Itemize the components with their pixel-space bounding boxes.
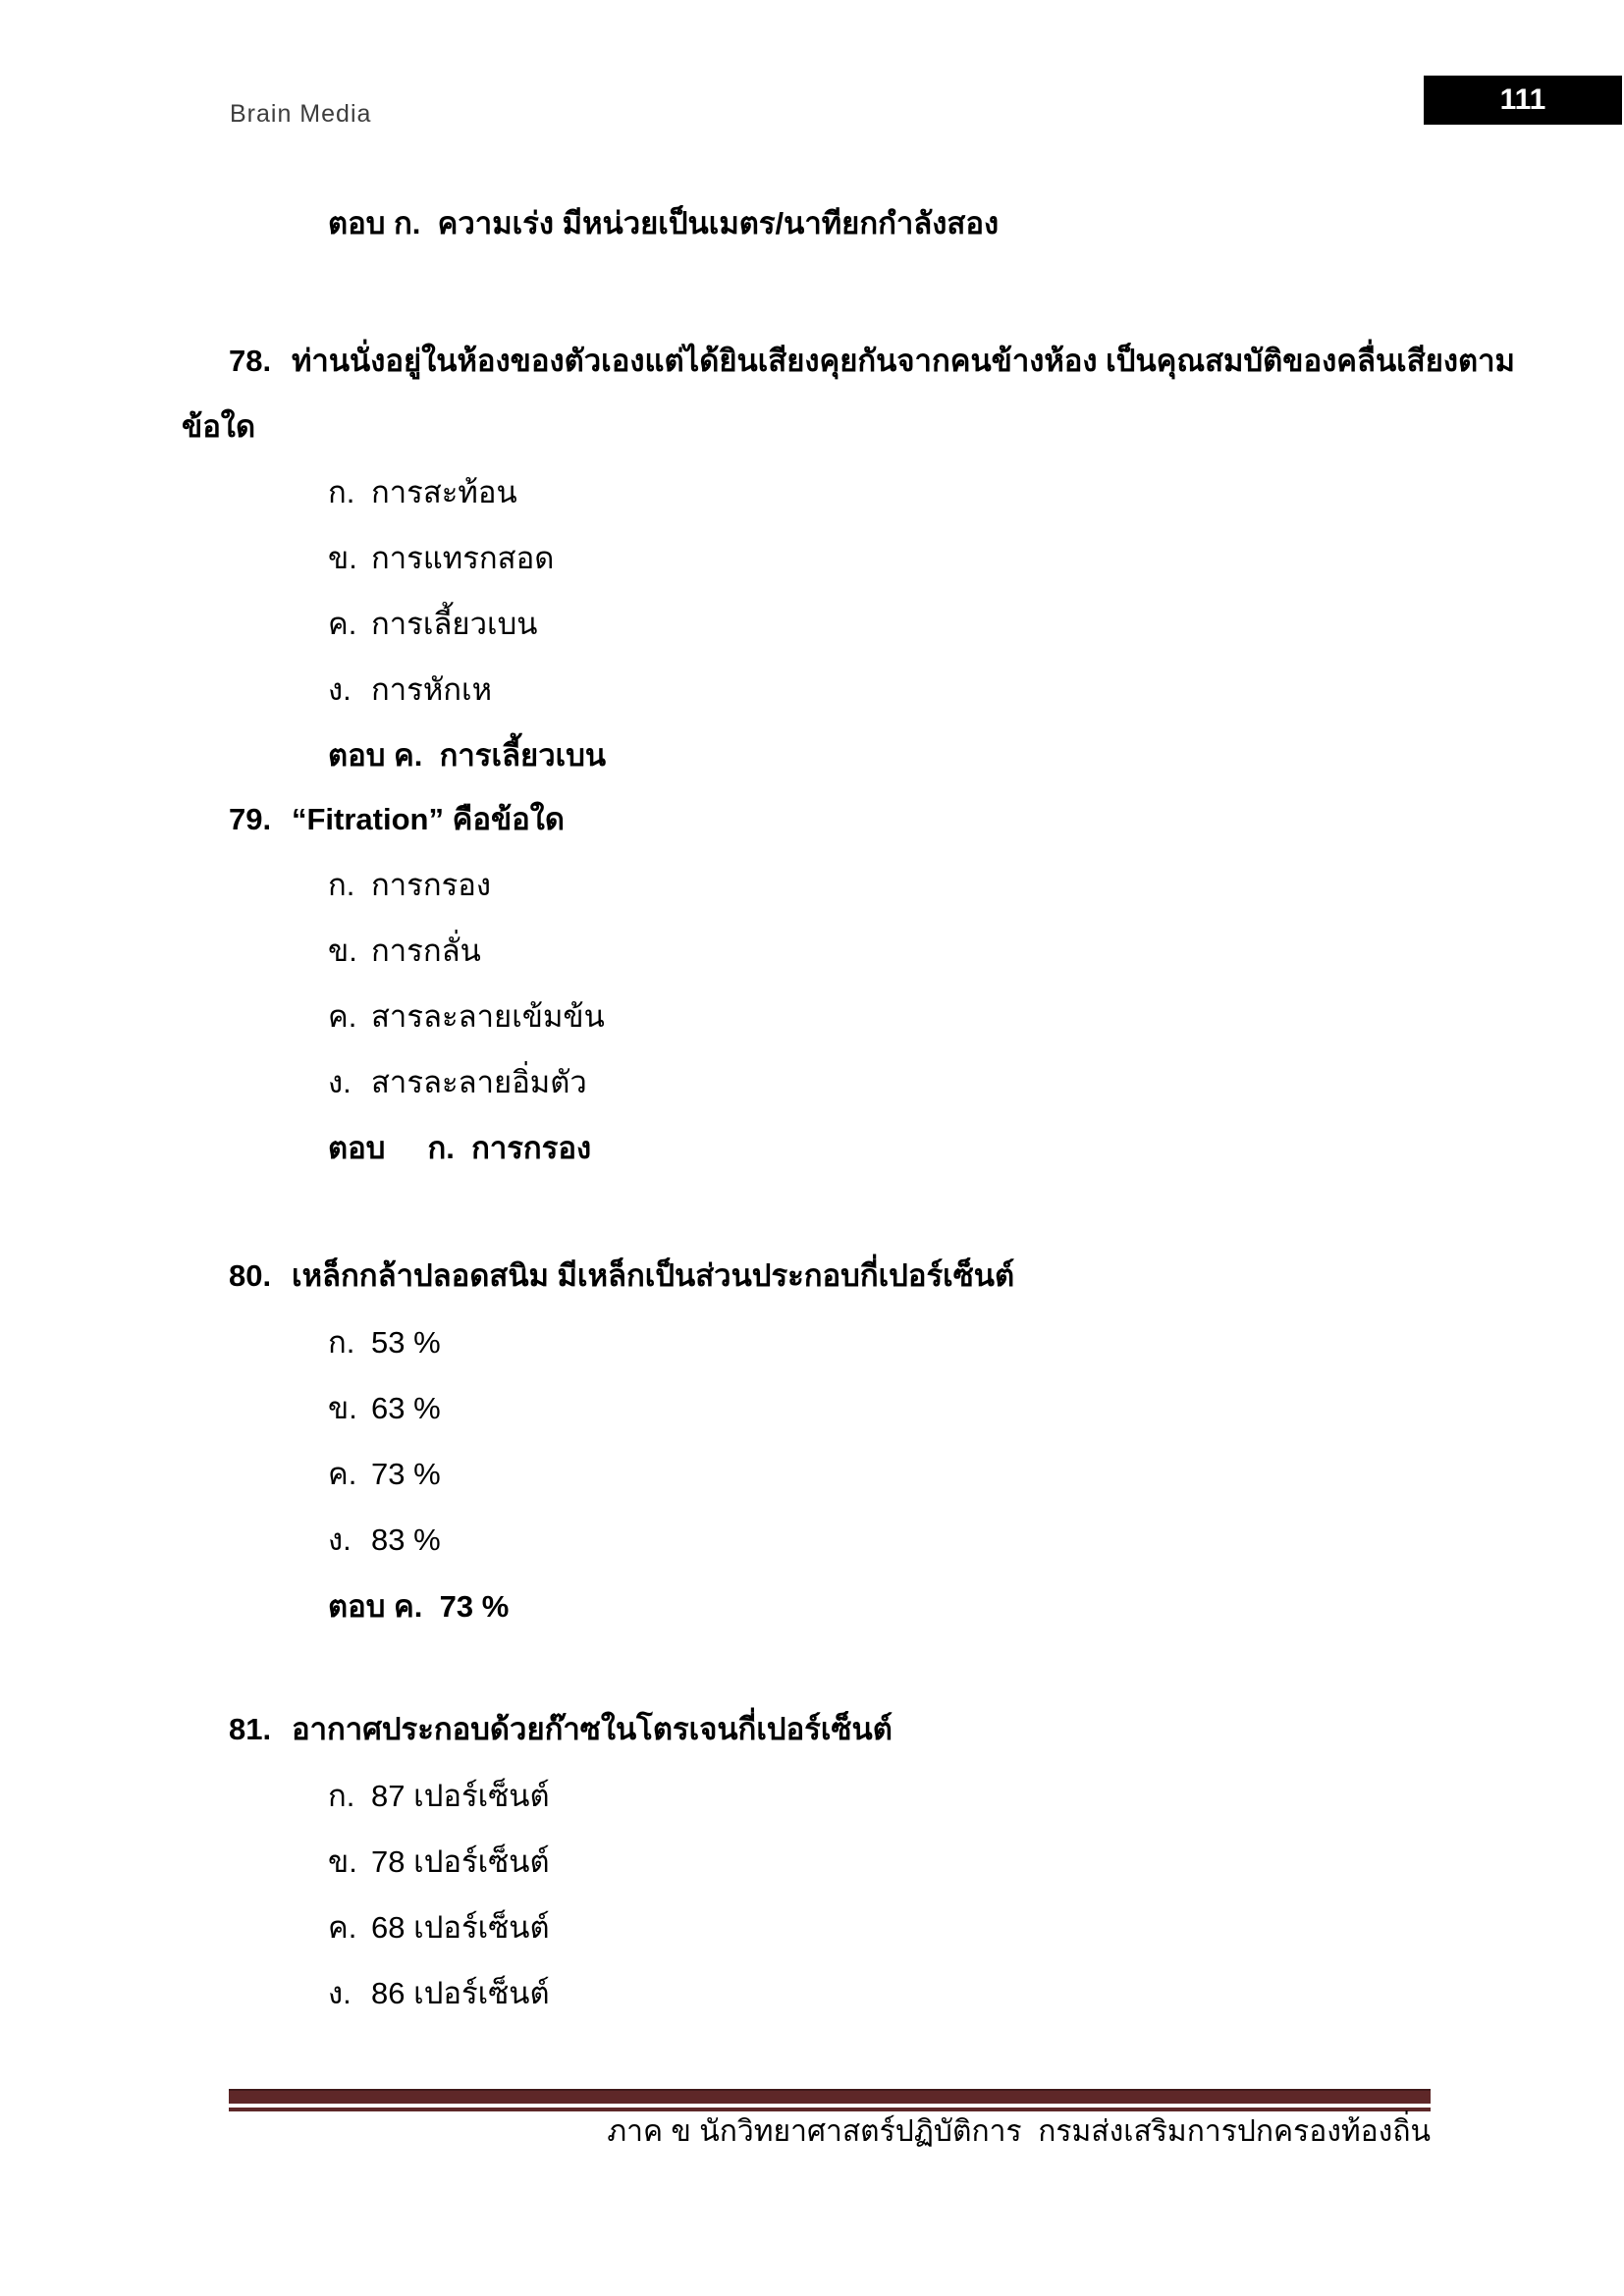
option-text: สารละลายเข้มข้น: [371, 999, 605, 1034]
footer-divider: [229, 2089, 1431, 2111]
question-80-option-d: [328, 1517, 441, 1564]
footer-text: ภาค ข นักวิทยาศาสตร์ปฏิบัติการ กรมส่งเสริมการปกครองท้องถิ่น: [607, 2115, 1431, 2148]
option-text: 63 %: [371, 1391, 441, 1425]
question-78-option-b: [328, 535, 554, 582]
question-79-answer: ตอบ ก. การกรอง: [328, 1131, 592, 1165]
option-key: ง.: [328, 672, 352, 707]
option-text: การหักเห: [371, 672, 493, 707]
brand-logo-text: Brain Media: [230, 100, 372, 128]
option-text: 78 เปอร์เซ็นต์: [371, 1844, 550, 1879]
option-key: ค.: [328, 999, 357, 1034]
question-79-option-c: [328, 993, 605, 1041]
question-80-line1: [229, 1253, 1014, 1300]
question-79-option-a: [328, 862, 491, 909]
option-text: 86 เปอร์เซ็นต์: [371, 1976, 550, 2010]
question-78-line2: ข้อใด: [182, 409, 256, 444]
footer-divider-thick-bar: [229, 2089, 1431, 2104]
option-text: สารละลายอิ่มตัว: [371, 1065, 587, 1099]
question-79-option-b: [328, 928, 481, 975]
option-key: ค.: [328, 607, 357, 641]
question-78-answer: ตอบ ค. การเลี้ยวเบน: [328, 738, 607, 773]
question-78-number: 78.: [229, 344, 272, 378]
option-key: ข.: [328, 1844, 357, 1879]
option-text: การสะท้อน: [371, 475, 517, 509]
question-80-text: เหล็กกล้าปลอดสนิม มีเหล็กเป็นส่วนประกอบกี่เปอร์เซ็นต์: [292, 1258, 1015, 1293]
option-key: ก.: [328, 475, 355, 509]
option-text: การกรอง: [371, 868, 492, 902]
option-key: ข.: [328, 934, 357, 968]
option-text: การแทรกสอด: [371, 541, 555, 575]
question-79-line1: [229, 796, 565, 843]
question-80-number: 80.: [229, 1258, 272, 1293]
option-key: ค.: [328, 1457, 357, 1491]
question-81-option-a: [328, 1773, 550, 1820]
question-81-option-c: [328, 1904, 550, 1951]
option-key: ง.: [328, 1976, 352, 2010]
page-number: 111: [1499, 83, 1546, 116]
question-80-option-b: [328, 1385, 441, 1432]
question-78-option-c: [328, 601, 537, 648]
question-81-text: อากาศประกอบด้วยก๊าซในโตรเจนกี่เปอร์เซ็นต์: [292, 1712, 893, 1746]
page-number-badge: [1424, 76, 1622, 125]
question-78-line1: [229, 338, 1515, 385]
option-text: 68 เปอร์เซ็นต์: [371, 1910, 550, 1945]
option-text: 87 เปอร์เซ็นต์: [371, 1779, 550, 1813]
question-80-option-a: [328, 1319, 441, 1366]
option-key: ง.: [328, 1065, 352, 1099]
question-81-line1: [229, 1706, 893, 1753]
question-80-answer: ตอบ ค. 73 %: [328, 1589, 510, 1624]
question-81-number: 81.: [229, 1712, 272, 1746]
option-text: 83 %: [371, 1522, 441, 1557]
answer-line-77: ตอบ ก. ความเร่ง มีหน่วยเป็นเมตร/นาทียกกำลังสอง: [328, 206, 1000, 240]
option-key: ก.: [328, 868, 355, 902]
option-key: ข.: [328, 541, 357, 575]
question-78-option-a: [328, 469, 517, 516]
option-key: ข.: [328, 1391, 357, 1425]
question-79-number: 79.: [229, 802, 272, 836]
question-80-option-c: [328, 1451, 441, 1498]
option-text: การเลี้ยวเบน: [371, 607, 538, 641]
question-78-text: ท่านนั่งอยู่ในห้องของตัวเองแต่ได้ยินเสียงคุยกันจากคนข้างห้อง เป็นคุณสมบัติของคลื่นเสียงตาม: [292, 344, 1515, 378]
question-78-option-d: [328, 667, 492, 714]
question-79-option-d: [328, 1059, 587, 1106]
question-81-option-d: [328, 1970, 550, 2017]
option-key: ก.: [328, 1779, 355, 1813]
option-key: ง.: [328, 1522, 352, 1557]
option-text: 73 %: [371, 1457, 441, 1491]
question-79-text: “Fitration” คือข้อใด: [292, 802, 566, 836]
option-text: 53 %: [371, 1325, 441, 1360]
question-81-option-b: [328, 1839, 550, 1886]
option-text: การกลั่น: [371, 934, 481, 968]
option-key: ก.: [328, 1325, 355, 1360]
option-key: ค.: [328, 1910, 357, 1945]
